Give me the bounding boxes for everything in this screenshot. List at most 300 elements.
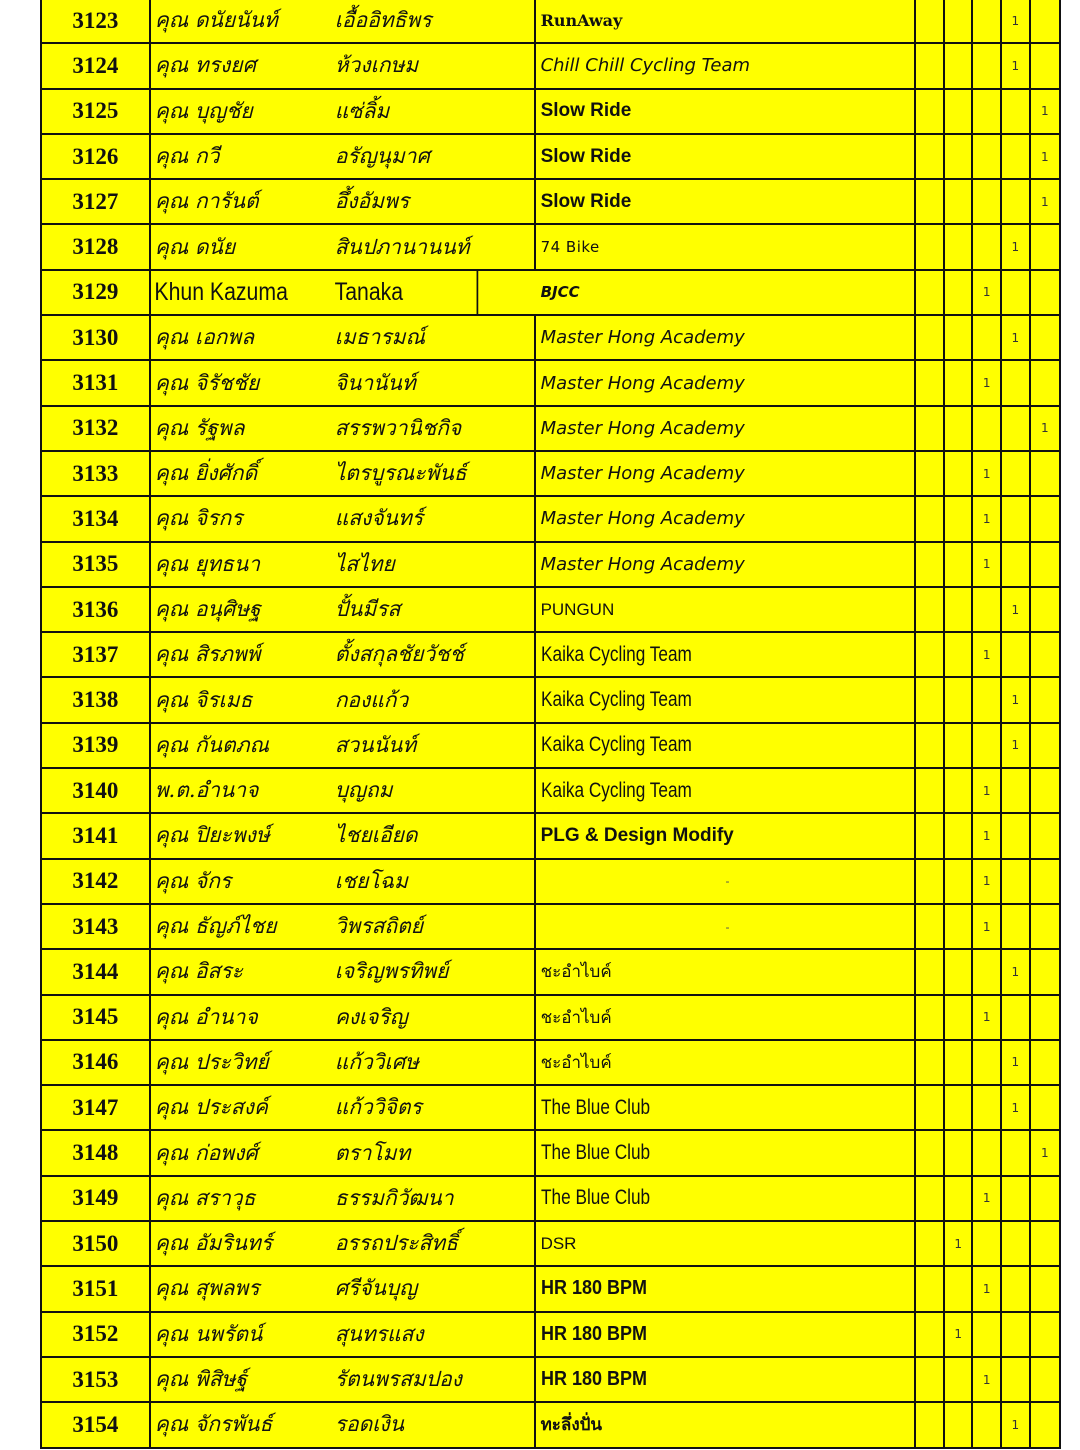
category-cell-4 (1002, 633, 1031, 676)
last-name: สินปภานานนท์ (334, 234, 470, 259)
category-cell-2 (945, 225, 974, 268)
table-row (42, 1403, 1059, 1448)
category-cell-1 (916, 950, 945, 993)
last-name: เจริญพรทิพย์ (334, 959, 449, 984)
category-cell-5: 1 (1040, 149, 1049, 164)
table-row (42, 361, 1059, 406)
first-name: คุณ อัมรินทร์ (154, 1231, 273, 1256)
last-name: สรรพวานิชกิจ (334, 415, 462, 440)
first-name: คุณ จักรพันธ์ (154, 1412, 273, 1437)
last-name: เมธารมณ์ (334, 325, 425, 350)
rider-name-cell (151, 905, 536, 948)
bib-number: 3147 (42, 1086, 151, 1129)
first-name: คุณ จิรเมธ (154, 687, 253, 712)
table-row (42, 135, 1059, 180)
rider-name-cell (151, 44, 536, 87)
category-cell-3: 1 (973, 814, 1002, 857)
club-name: Master Hong Academy (540, 417, 745, 439)
category-cell-2 (945, 497, 974, 540)
category-cell-4 (1002, 769, 1031, 812)
category-cell-4: 1 (1002, 0, 1031, 42)
category-cell-1 (916, 1086, 945, 1129)
bib-number: 3142 (42, 860, 151, 903)
last-name: บุญถม (334, 778, 393, 803)
category-cell-4 (1002, 1267, 1031, 1310)
category-cell-4 (1002, 180, 1031, 223)
bib-number: 3145 (42, 996, 151, 1039)
category-cell-4 (1002, 135, 1031, 178)
bib-number: 3153 (42, 1358, 151, 1401)
category-cell-3 (973, 1403, 1002, 1446)
table-row (42, 769, 1059, 814)
category-cell-2 (945, 543, 974, 586)
club-name: ชะอำไบค์ (540, 962, 612, 983)
rider-name-cell (151, 543, 536, 586)
rider-name-cell (151, 1358, 536, 1401)
first-name: คุณ กันตภณ (154, 732, 269, 757)
category-cell-3 (973, 1086, 1002, 1129)
rider-name-cell (151, 950, 536, 993)
last-name: ไสไทย (334, 551, 395, 576)
bib-number: 3129 (42, 271, 151, 314)
club-cell (536, 452, 917, 495)
table-row (42, 1358, 1059, 1403)
category-cell-4: 1 (1002, 1041, 1031, 1084)
rider-name-cell (151, 1177, 536, 1220)
bib-number: 3123 (42, 0, 151, 42)
last-name: รอดเงิน (334, 1412, 405, 1437)
category-cell-4 (1002, 452, 1031, 495)
category-cell-2 (945, 1403, 974, 1446)
club-name: 74 Bike (540, 238, 600, 257)
category-cell-5 (1031, 1041, 1060, 1084)
category-cell-1 (916, 407, 945, 450)
bib-number: 3143 (42, 905, 151, 948)
rider-name-cell (151, 588, 536, 631)
club-name: Master Hong Academy (540, 553, 745, 575)
category-cell-3 (973, 407, 1002, 450)
category-cell-3 (973, 1222, 1002, 1265)
category-cell-3 (973, 135, 1002, 178)
category-cell-4 (1002, 814, 1031, 857)
club-cell (536, 271, 917, 314)
category-cell-5 (1031, 678, 1060, 721)
category-cell-5 (1031, 0, 1060, 42)
bib-number: 3134 (42, 497, 151, 540)
bib-number: 3124 (42, 44, 151, 87)
rider-name-cell (151, 1313, 536, 1356)
category-cell-3 (973, 316, 1002, 359)
club-cell (536, 361, 917, 404)
category-cell-1 (916, 135, 945, 178)
last-name: แก้ววิจิตร (334, 1095, 422, 1120)
table-row (42, 44, 1059, 89)
category-cell-4 (1002, 905, 1031, 948)
first-name: คุณ ดนัย (154, 234, 236, 259)
rider-name-cell (151, 724, 536, 767)
club-name: Kaika Cycling Team (540, 733, 692, 757)
rider-name-cell (151, 633, 536, 676)
last-name: ไชยเอียด (334, 823, 418, 848)
category-cell-1 (916, 225, 945, 268)
club-name: ชะอำไบค์ (540, 1052, 612, 1073)
club-name: ชะอำไบค์ (540, 1007, 612, 1028)
last-name: กองแก้ว (334, 687, 409, 712)
category-cell-1 (916, 90, 945, 133)
category-cell-5 (1031, 497, 1060, 540)
club-name: HR 180 BPM (540, 1368, 647, 1391)
rider-name-cell (151, 1222, 536, 1265)
category-cell-5 (1031, 1313, 1060, 1356)
table-row (42, 452, 1059, 497)
table-row (42, 407, 1059, 452)
club-name: Chill Chill Cycling Team (540, 55, 751, 77)
first-name: คุณ กวี (154, 144, 220, 169)
category-cell-3 (973, 724, 1002, 767)
rider-name-cell (151, 814, 536, 857)
category-cell-5 (1031, 996, 1060, 1039)
category-cell-3 (973, 678, 1002, 721)
first-name: คุณ ดนัยนันท์ (154, 8, 278, 33)
category-cell-1 (916, 316, 945, 359)
category-cell-5 (1031, 1086, 1060, 1129)
rider-name-cell (151, 452, 536, 495)
club-cell (536, 1267, 917, 1310)
club-cell (536, 1403, 917, 1446)
category-cell-2 (945, 452, 974, 495)
category-cell-3 (973, 1313, 1002, 1356)
category-cell-2 (945, 0, 974, 42)
club-name: HR 180 BPM (540, 1322, 647, 1345)
category-cell-4 (1002, 996, 1031, 1039)
category-cell-3 (973, 950, 1002, 993)
category-cell-3: 1 (973, 1358, 1002, 1401)
category-cell-5 (1031, 1403, 1060, 1446)
rider-name-cell (151, 769, 536, 812)
club-name: - (725, 919, 730, 934)
category-cell-1 (916, 44, 945, 87)
category-cell-3: 1 (973, 860, 1002, 903)
table-row (42, 724, 1059, 769)
first-name: คุณ ยุทธนา (154, 551, 261, 576)
table-row (42, 1041, 1059, 1086)
category-cell-3 (973, 180, 1002, 223)
bib-number: 3151 (42, 1267, 151, 1310)
club-cell (536, 0, 917, 42)
first-name: คุณ อนุศิษฐ (154, 597, 261, 621)
table-row (42, 316, 1059, 361)
club-name: PUNGUN (540, 599, 615, 619)
club-cell (536, 588, 917, 631)
category-cell-3: 1 (973, 452, 1002, 495)
category-cell-2 (945, 180, 974, 223)
rider-name-cell (151, 407, 536, 450)
category-cell-5 (1031, 225, 1060, 268)
table-row (42, 271, 1059, 316)
category-cell-3: 1 (973, 1177, 1002, 1220)
category-cell-3: 1 (973, 361, 1002, 404)
category-cell-1 (916, 180, 945, 223)
category-cell-1 (916, 633, 945, 676)
category-cell-2: 1 (945, 1313, 974, 1356)
category-cell-2 (945, 588, 974, 631)
category-cell-4: 1 (1002, 1086, 1031, 1129)
category-cell-4 (1002, 90, 1031, 133)
rider-name-cell (151, 361, 536, 404)
club-name: Master Hong Academy (540, 463, 745, 485)
club-cell (536, 996, 917, 1039)
club-cell (536, 1222, 917, 1265)
category-cell-5 (1031, 316, 1060, 359)
category-cell-2 (945, 1267, 974, 1310)
table-row (42, 543, 1059, 588)
rider-name-cell (151, 497, 536, 540)
category-cell-4 (1002, 407, 1031, 450)
club-cell (536, 950, 917, 993)
category-cell-1 (916, 1358, 945, 1401)
rider-name-cell (151, 860, 536, 903)
category-cell-2 (945, 950, 974, 993)
table-row (42, 996, 1059, 1041)
club-name: - (725, 874, 730, 889)
category-cell-1 (916, 1222, 945, 1265)
first-name: คุณ พิสิษฐ์ (154, 1367, 247, 1392)
club-cell (536, 497, 917, 540)
category-cell-5 (1031, 814, 1060, 857)
table-row (42, 1086, 1059, 1131)
category-cell-4 (1002, 497, 1031, 540)
club-cell (536, 1131, 917, 1174)
rider-name-cell (151, 225, 536, 268)
table-row (42, 180, 1059, 225)
category-cell-3 (973, 588, 1002, 631)
category-cell-4 (1002, 361, 1031, 404)
table-row (42, 90, 1059, 135)
last-name: ตราโมท (334, 1140, 411, 1165)
category-cell-1 (916, 769, 945, 812)
club-cell (536, 1358, 917, 1401)
first-name: คุณ นพรัตน์ (154, 1321, 263, 1346)
rider-name-cell (151, 316, 536, 359)
last-name: อรรถประสิทธิ์ (334, 1231, 458, 1256)
category-cell-4: 1 (1002, 950, 1031, 993)
bib-number: 3133 (42, 452, 151, 495)
first-name: คุณ เอกพล (154, 325, 255, 350)
last-name: รัตนพรสมปอง (334, 1367, 462, 1392)
category-cell-1 (916, 1313, 945, 1356)
club-cell (536, 407, 917, 450)
rider-name-cell (151, 678, 536, 721)
registration-table (40, 0, 1061, 1449)
category-cell-5 (1031, 1222, 1060, 1265)
club-name: Master Hong Academy (540, 372, 745, 394)
category-cell-5 (1031, 769, 1060, 812)
category-cell-5 (1031, 1358, 1060, 1401)
club-cell (536, 90, 917, 133)
club-name: BJCC (540, 283, 580, 302)
category-cell-5 (1031, 588, 1060, 631)
club-name: HR 180 BPM (540, 1277, 647, 1300)
category-cell-4 (1002, 271, 1031, 314)
bib-number: 3152 (42, 1313, 151, 1356)
category-cell-3: 1 (973, 543, 1002, 586)
first-name: คุณ จิรกร (154, 506, 243, 531)
last-name: แซ่ลิ้ม (334, 98, 390, 123)
table-row (42, 588, 1059, 633)
category-cell-5 (1031, 271, 1060, 314)
category-cell-3 (973, 1041, 1002, 1084)
category-cell-1 (916, 814, 945, 857)
club-cell (536, 44, 917, 87)
category-cell-2 (945, 769, 974, 812)
category-cell-2 (945, 678, 974, 721)
category-cell-2 (945, 90, 974, 133)
table-row (42, 1177, 1059, 1222)
category-cell-4: 1 (1002, 44, 1031, 87)
table-row (42, 0, 1059, 44)
bib-number: 3140 (42, 769, 151, 812)
category-cell-5 (1031, 950, 1060, 993)
category-cell-3 (973, 90, 1002, 133)
category-cell-5: 1 (1040, 421, 1049, 436)
category-cell-2 (945, 905, 974, 948)
category-cell-3 (973, 225, 1002, 268)
rider-name-cell (151, 1041, 536, 1084)
club-name: DSR (540, 1233, 577, 1253)
table-row (42, 814, 1059, 859)
category-cell-1 (916, 1403, 945, 1446)
rider-name-cell (151, 1267, 536, 1310)
category-cell-2 (945, 361, 974, 404)
club-name: The Blue Club (540, 1141, 650, 1165)
bib-number: 3125 (42, 90, 151, 133)
category-cell-1 (916, 1177, 945, 1220)
category-cell-5 (1031, 1177, 1060, 1220)
last-name: ห้วงเกษม (334, 53, 419, 78)
category-cell-4 (1002, 543, 1031, 586)
bib-number: 3144 (42, 950, 151, 993)
category-cell-3: 1 (973, 271, 1002, 314)
category-cell-4: 1 (1002, 678, 1031, 721)
category-cell-4 (1002, 1358, 1031, 1401)
category-cell-3: 1 (973, 1267, 1002, 1310)
club-cell (536, 1177, 917, 1220)
table-row (42, 860, 1059, 905)
bib-number: 3127 (42, 180, 151, 223)
bib-number: 3132 (42, 407, 151, 450)
category-cell-2 (945, 1177, 974, 1220)
first-name: คุณ ธัญภ์ไชย (154, 914, 277, 939)
rider-name-cell (151, 0, 536, 42)
table-row (42, 497, 1059, 542)
category-cell-1 (916, 497, 945, 540)
category-cell-2 (945, 407, 974, 450)
category-cell-2 (945, 1131, 974, 1174)
category-cell-2 (945, 135, 974, 178)
bib-number: 3136 (42, 588, 151, 631)
category-cell-4: 1 (1002, 225, 1031, 268)
club-cell (536, 724, 917, 767)
last-name: จินานันท์ (334, 370, 416, 395)
rider-name-cell (151, 180, 536, 223)
last-name: แก้ววิเศษ (334, 1049, 419, 1074)
table-row (42, 225, 1059, 270)
rider-name-cell (151, 135, 536, 178)
rider-name-cell (151, 271, 478, 314)
first-name: คุณ สุพลพร (154, 1276, 260, 1301)
club-cell (536, 769, 917, 812)
club-name: Slow Ride (540, 145, 632, 167)
rider-name-cell (151, 996, 536, 1039)
last-name: เอื้ออิทธิพร (334, 8, 432, 33)
bib-number: 3131 (42, 361, 151, 404)
category-cell-4 (1002, 1177, 1031, 1220)
first-name: คุณ จิรัชชัย (154, 370, 260, 395)
category-cell-5 (1031, 860, 1060, 903)
first-name: คุณ ยิ่งศักดิ์ (154, 461, 258, 486)
table-row (42, 905, 1059, 950)
category-cell-2 (945, 860, 974, 903)
category-cell-1 (916, 452, 945, 495)
bib-number: 3130 (42, 316, 151, 359)
club-name: Master Hong Academy (540, 508, 745, 530)
category-cell-5 (1031, 633, 1060, 676)
club-cell (536, 225, 917, 268)
first-name: Khun Kazuma (154, 277, 288, 306)
bib-number: 3138 (42, 678, 151, 721)
category-cell-3: 1 (973, 769, 1002, 812)
table-row (42, 1222, 1059, 1267)
category-cell-1 (916, 1131, 945, 1174)
category-cell-2 (945, 724, 974, 767)
category-cell-1 (916, 588, 945, 631)
club-cell (536, 543, 917, 586)
category-cell-4: 1 (1002, 1403, 1031, 1446)
category-cell-3 (973, 0, 1002, 42)
club-cell (536, 814, 917, 857)
table-row (42, 1267, 1059, 1312)
bib-number: 3126 (42, 135, 151, 178)
category-cell-3: 1 (973, 633, 1002, 676)
category-cell-4 (1002, 860, 1031, 903)
club-name: Master Hong Academy (540, 327, 745, 349)
last-name: คงเจริญ (334, 1004, 408, 1029)
rider-name-cell (151, 1403, 536, 1446)
last-name: ปั้นมีรส (334, 597, 401, 621)
last-name: ตั้งสกุลชัยวัชช์ (334, 642, 464, 667)
club-cell (536, 180, 917, 223)
first-name: คุณ อำนาจ (154, 1004, 258, 1029)
category-cell-1 (916, 271, 945, 314)
club-cell (536, 1086, 917, 1129)
bib-number: 3150 (42, 1222, 151, 1265)
category-cell-2 (945, 44, 974, 87)
category-cell-1 (916, 1267, 945, 1310)
bib-number: 3154 (42, 1403, 151, 1446)
category-cell-2 (945, 1041, 974, 1084)
bib-number: 3128 (42, 225, 151, 268)
first-name: พ.ต.อำนาจ (154, 778, 259, 803)
table-row (42, 1131, 1059, 1176)
category-cell-2 (945, 1358, 974, 1401)
table-row (42, 1313, 1059, 1358)
category-cell-2 (945, 633, 974, 676)
first-name: คุณ บุญชัย (154, 98, 253, 123)
first-name: คุณ ทรงยศ (154, 53, 256, 78)
category-cell-1 (916, 996, 945, 1039)
category-cell-1 (916, 860, 945, 903)
category-cell-5 (1031, 724, 1060, 767)
